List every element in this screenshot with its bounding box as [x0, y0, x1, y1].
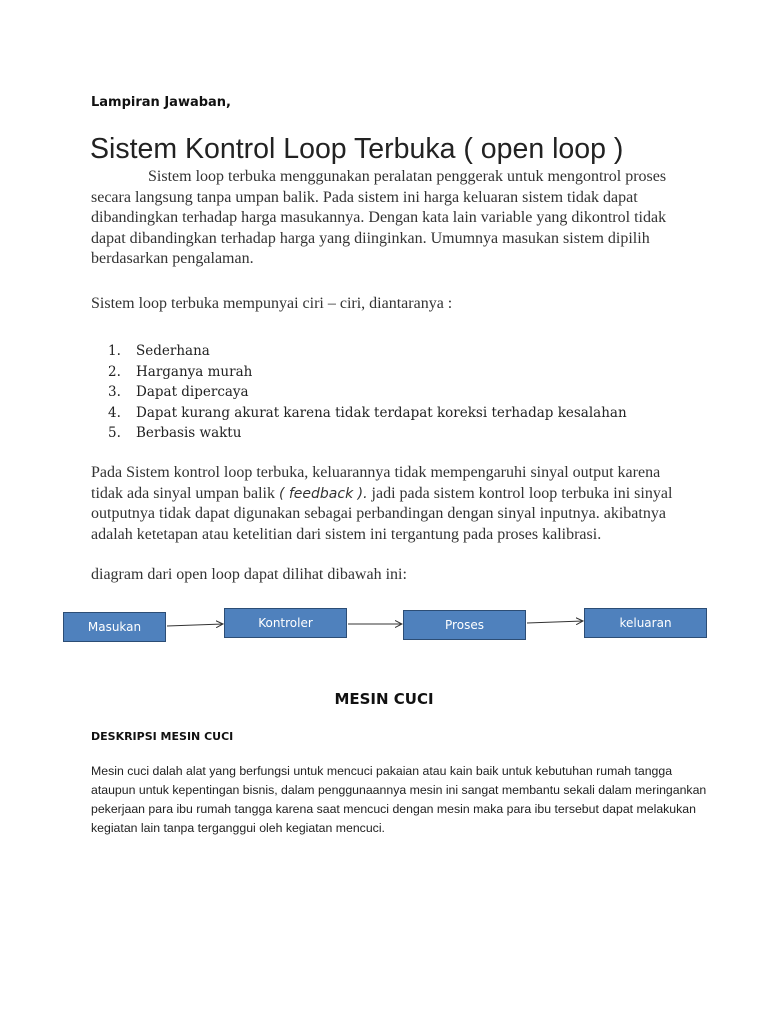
block-proses: Proses — [403, 610, 526, 640]
arrow-proses-keluaran — [527, 621, 583, 623]
section-heading: DESKRIPSI MESIN CUCI — [91, 730, 234, 743]
list-item: 4. Dapat kurang akurat karena tidak terdapat koreksi terhadap kesalahan — [108, 404, 627, 421]
section-title: MESIN CUCI — [334, 690, 434, 708]
list-item: 5. Berbasis waktu — [108, 425, 242, 441]
list-item: 1. Sederhana — [108, 343, 210, 359]
feedback-paragraph: Pada Sistem kontrol loop terbuka, keluarannya tidak mempengaruhi sinyal output karena tidak ada sinyal umpan balik ( feedback ). jadi pada sistem kontrol loop terbuka ini sinyal outputnya tidak dapat digunakan sebagai perbandingan dengan sinyal inputnya. akibatnya adalah ketetapan atau ketelitian dari sistem ini tergantung pada proses kalibrasi. — [91, 464, 673, 543]
list-item: 2. Harganya murah — [108, 363, 253, 380]
characteristics-list — [108, 341, 627, 444]
page-title: Sistem Kontrol Loop Terbuka ( open loop ) — [90, 133, 624, 165]
answer-label: Lampiran Jawaban, — [91, 95, 231, 110]
block-kontroler: Kontroler — [224, 608, 347, 638]
characteristics-intro: Sistem loop terbuka mempunyai ciri – ciri, diantaranya : — [91, 295, 453, 312]
intro-paragraph — [91, 167, 691, 270]
feedback-term: ( feedback ). — [278, 485, 368, 502]
diagram-intro: diagram dari open loop dapat dilihat dibawah ini: — [91, 566, 407, 583]
list-item: 3. Dapat dipercaya — [108, 384, 249, 400]
block-keluaran: keluaran — [584, 608, 707, 638]
arrow-masukan-kontroler — [167, 624, 223, 626]
description-paragraph: Mesin cuci dalah alat yang berfungsi untuk mencuci pakaian atau kain baik untuk kebutuhan rumah tangga ataupun untuk kepentingan bisnis, dalam penggunaannya mesin ini sangat membantu sekali dalam meringankan pekerjaan para ibu rumah tangga karena saat mencuci dengan mesin maka para ibu tersebut dapat melakukan kegiatan lain tanpa terganggui oleh kegiatan mencuci. — [91, 764, 707, 835]
intro-text: Sistem loop terbuka menggunakan peralatan penggerak untuk mengontrol proses secara langsung tanpa umpan balik. Pada sistem ini harga keluaran sistem tidak dapat dibandingkan terhadap harga masukannya. Dengan kata lain variable yang dikontrol tidak dapat dibandingkan terhadap harga yang diinginkan. Umumnya masukan sistem dipilih berdasarkan pengalaman. — [91, 168, 667, 267]
block-masukan: Masukan — [63, 612, 166, 642]
